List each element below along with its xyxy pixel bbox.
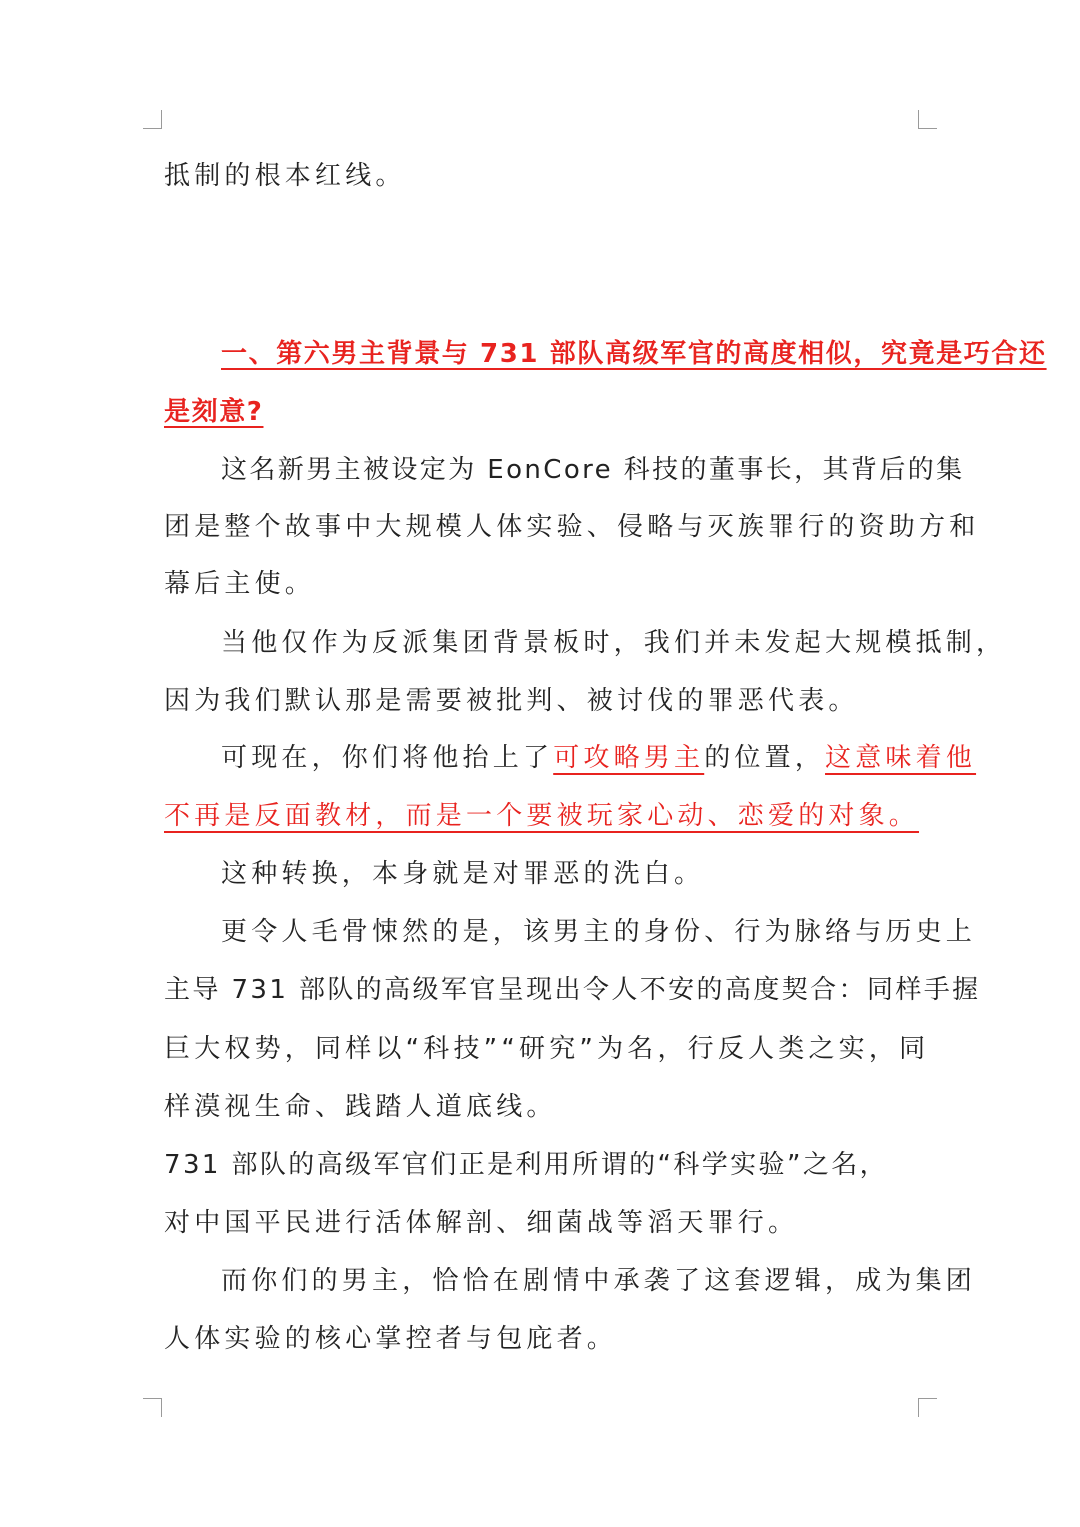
- crop-mark-bottom-left: [143, 1398, 162, 1417]
- section-heading-text: 是刻意?: [164, 397, 264, 427]
- crop-mark-top-right: [918, 110, 937, 129]
- paragraph-line: 当他仅作为反派集团背景板时，我们并未发起大规模抵制，: [221, 628, 1007, 658]
- paragraph-line: 抵制的根本红线。: [164, 161, 406, 191]
- paragraph-line: 人体实验的核心掌控者与包庇者。: [164, 1324, 618, 1354]
- paragraph-line: 幕后主使。: [164, 569, 316, 599]
- paragraph-line: 而你们的男主，恰恰在剧情中承袭了这套逻辑，成为集团: [221, 1266, 977, 1296]
- crop-mark-bottom-right: [918, 1398, 937, 1417]
- paragraph-line: 这种转换，本身就是对罪恶的洗白。: [221, 859, 705, 889]
- paragraph-line: 731 部队的高级军官们正是利用所谓的“科学实验”之名，: [164, 1150, 889, 1180]
- paragraph-line: 因为我们默认那是需要被批判、被讨伐的罪恶代表。: [164, 686, 859, 716]
- crop-mark-top-left: [143, 110, 162, 129]
- paragraph-line: 团是整个故事中大规模人体实验、侵略与灭族罪行的资助方和: [164, 512, 980, 542]
- section-heading-line-1: [164, 334, 1047, 374]
- paragraph-line: 对中国平民进行活体解剖、细菌战等滔天罪行。: [164, 1208, 799, 1238]
- paragraph-line: 这名新男主被设定为 EonCore 科技的董事长，其背后的集: [221, 455, 965, 485]
- highlighted-text: 不再是反面教材，而是一个要被玩家心动、恋爱的对象。: [164, 801, 920, 831]
- paragraph-line: 样漠视生命、践踏人道底线。: [164, 1092, 557, 1122]
- paragraph-line-mixed: [164, 738, 977, 778]
- highlighted-text: 可攻略男主: [553, 743, 705, 773]
- section-heading-text: 一、第六男主背景与 731 部队高级军官的高度相似，究竟是巧合还: [221, 339, 1047, 369]
- paragraph-line: 巨大权势，同样以“科技”“研究”为名，行反人类之实，同: [164, 1034, 930, 1064]
- paragraph-line: 更令人毛骨悚然的是，该男主的身份、行为脉络与历史上: [221, 917, 977, 947]
- plain-text: 可现在，你们将他抬上了: [221, 743, 554, 773]
- highlighted-text: 这意味着他: [825, 743, 977, 773]
- paragraph-line-mixed: [164, 796, 924, 836]
- paragraph-line: 主导 731 部队的高级军官呈现出令人不安的高度契合：同样手握: [164, 975, 981, 1005]
- plain-text: 的位置，: [704, 743, 826, 773]
- section-heading-line-2: [164, 392, 924, 432]
